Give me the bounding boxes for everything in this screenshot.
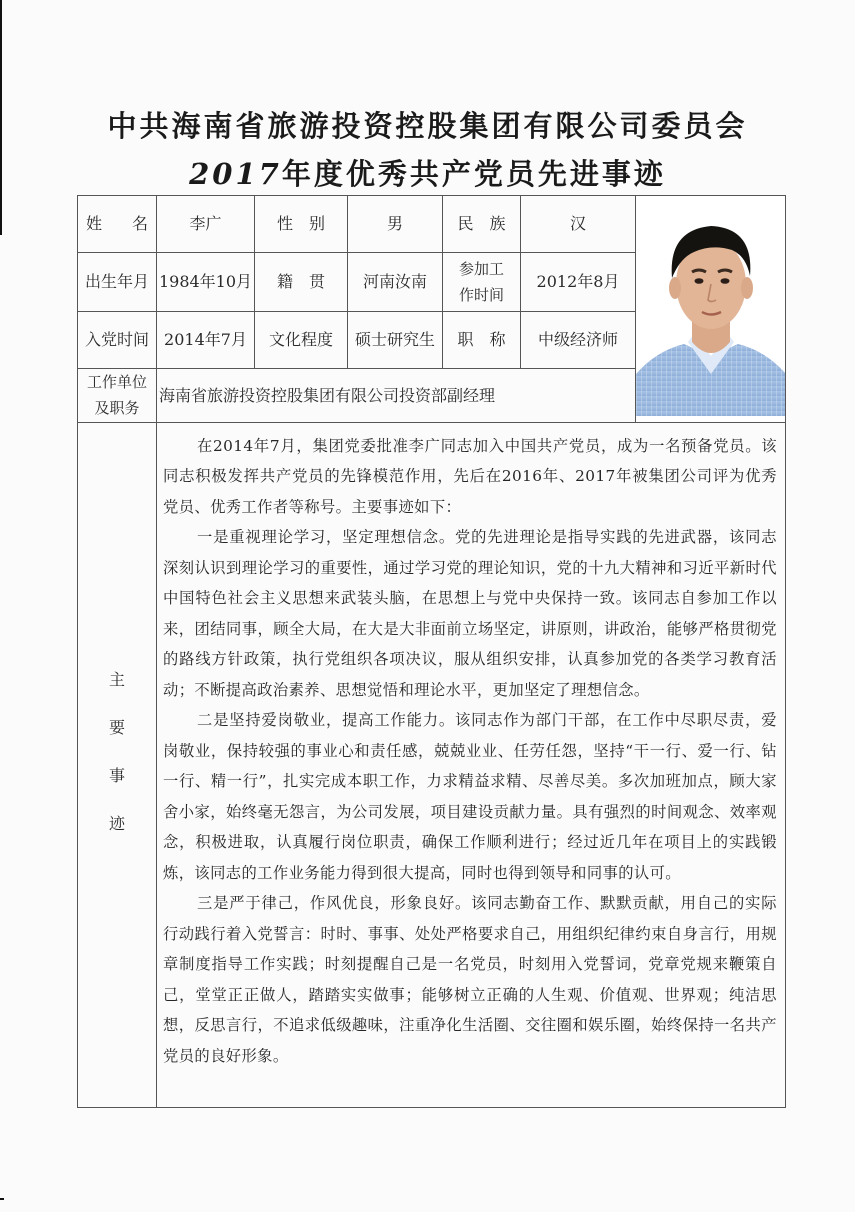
deeds-paragraph-1: 一是重视理论学习，坚定理想信念。党的先进理论是指导实践的先进武器，该同志深刻认识到理论学习的重要性，通过学习党的理论知识，党的十九大精神和习近平新时代中国特色社会主义思想来武装头脑，在思想上与党中央保持一致。该同志自参加工作以来，团结同事，顾全大局，在大是大非面前立场坚定，讲原则，讲政治，能够严格贯彻党的路线方针政策，执行党组织各项决议，服从组织安排，认真参加党的各类学习教育活动；不断提高政治素养、思想觉悟和理论水平，更加坚定了理想信念。 [163,528,777,699]
party-date-label: 入党时间 [78,311,157,368]
form-row-deeds [78,422,786,1107]
education-value: 硕士研究生 [348,311,443,368]
profile-form-table [77,195,786,1108]
portrait-photo [636,196,786,423]
native-label: 籍 贯 [255,253,348,311]
document-title-line1: 中共海南省旅游投资控股集团有限公司委员会 [107,109,748,143]
deeds-body [157,422,786,1107]
work-start-value: 2012年8月 [521,253,636,311]
form-row-1 [78,196,786,253]
work-unit-value: 海南省旅游投资控股集团有限公司投资部副经理 [157,369,636,422]
birth-label: 出生年月 [78,253,157,311]
deeds-paragraph-intro: 在2014年7月，集团党委批准李广同志加入中国共产党员，成为一名预备党员。该同志积极发挥共产党员的先锋模范作用，先后在2016年、2017年被集团公司评为优秀党员、优秀工作者等称号。主要事迹如下： [163,436,777,516]
party-date-value: 2014年7月 [157,311,255,368]
document-title-line2 [0,152,855,193]
title-year: 2017 [189,157,282,191]
education-label: 文化程度 [255,311,348,368]
name-label: 姓 名 [78,196,157,253]
work-start-label: 参加工 作时间 [443,253,521,311]
professional-title-label: 职 称 [443,311,521,368]
gender-label: 性 别 [255,196,348,253]
birth-value: 1984年10月 [157,253,255,311]
title-line2-text: 年度优秀共产党员先进事迹 [281,157,666,191]
gender-value: 男 [348,196,443,253]
ethnic-value: 汉 [521,196,636,253]
deeds-paragraph-2: 二是坚持爱岗敬业，提高工作能力。该同志作为部门干部，在工作中尽职尽责，爱岗敬业，保持较强的事业心和责任感，兢兢业业、任劳任怨，坚持“干一行、爱一行、钻一行、精一行”，扎实完成本职工作，力求精益求精、尽善尽美。多次加班加点，顾大家舍小家，始终毫无怨言，为公司发展，项目建设贡献力量。具有强烈的时间观念、效率观念，积极进取，认真履行岗位职责，确保工作顺利进行；经过近几年在项目上的实践锻炼，该同志的工作业务能力得到很大提高，同时也得到领导和同事的认可。 [163,711,777,882]
work-unit-label: 工作单位 及职务 [78,369,157,422]
professional-title-value: 中级经济师 [521,311,636,368]
portrait-image [636,196,786,416]
name-value: 李广 [157,196,255,253]
ethnic-label: 民 族 [443,196,521,253]
native-value: 河南汝南 [348,253,443,311]
deeds-paragraph-3: 三是严于律己，作风优良，形象良好。该同志勤奋工作、默默贡献，用自己的实际行动践行着入党誓言：时时、事事、处处严格要求自己，用组织纪律约束自身言行，用规章制度指导工作实践；时刻提醒自己是一名党员，时刻用入党誓词，党章党规来鞭策自己，堂堂正正做人，踏踏实实做事；能够树立正确的人生观、价值观、世界观；纯洁思想，反思言行，不追求低级趣味，注重净化生活圈、交往圈和娱乐圈，始终保持一名共产党员的良好形象。 [163,894,777,1065]
deeds-side-label: 主 要 事 迹 [78,422,157,1107]
left-edge-tick [0,1198,4,1200]
